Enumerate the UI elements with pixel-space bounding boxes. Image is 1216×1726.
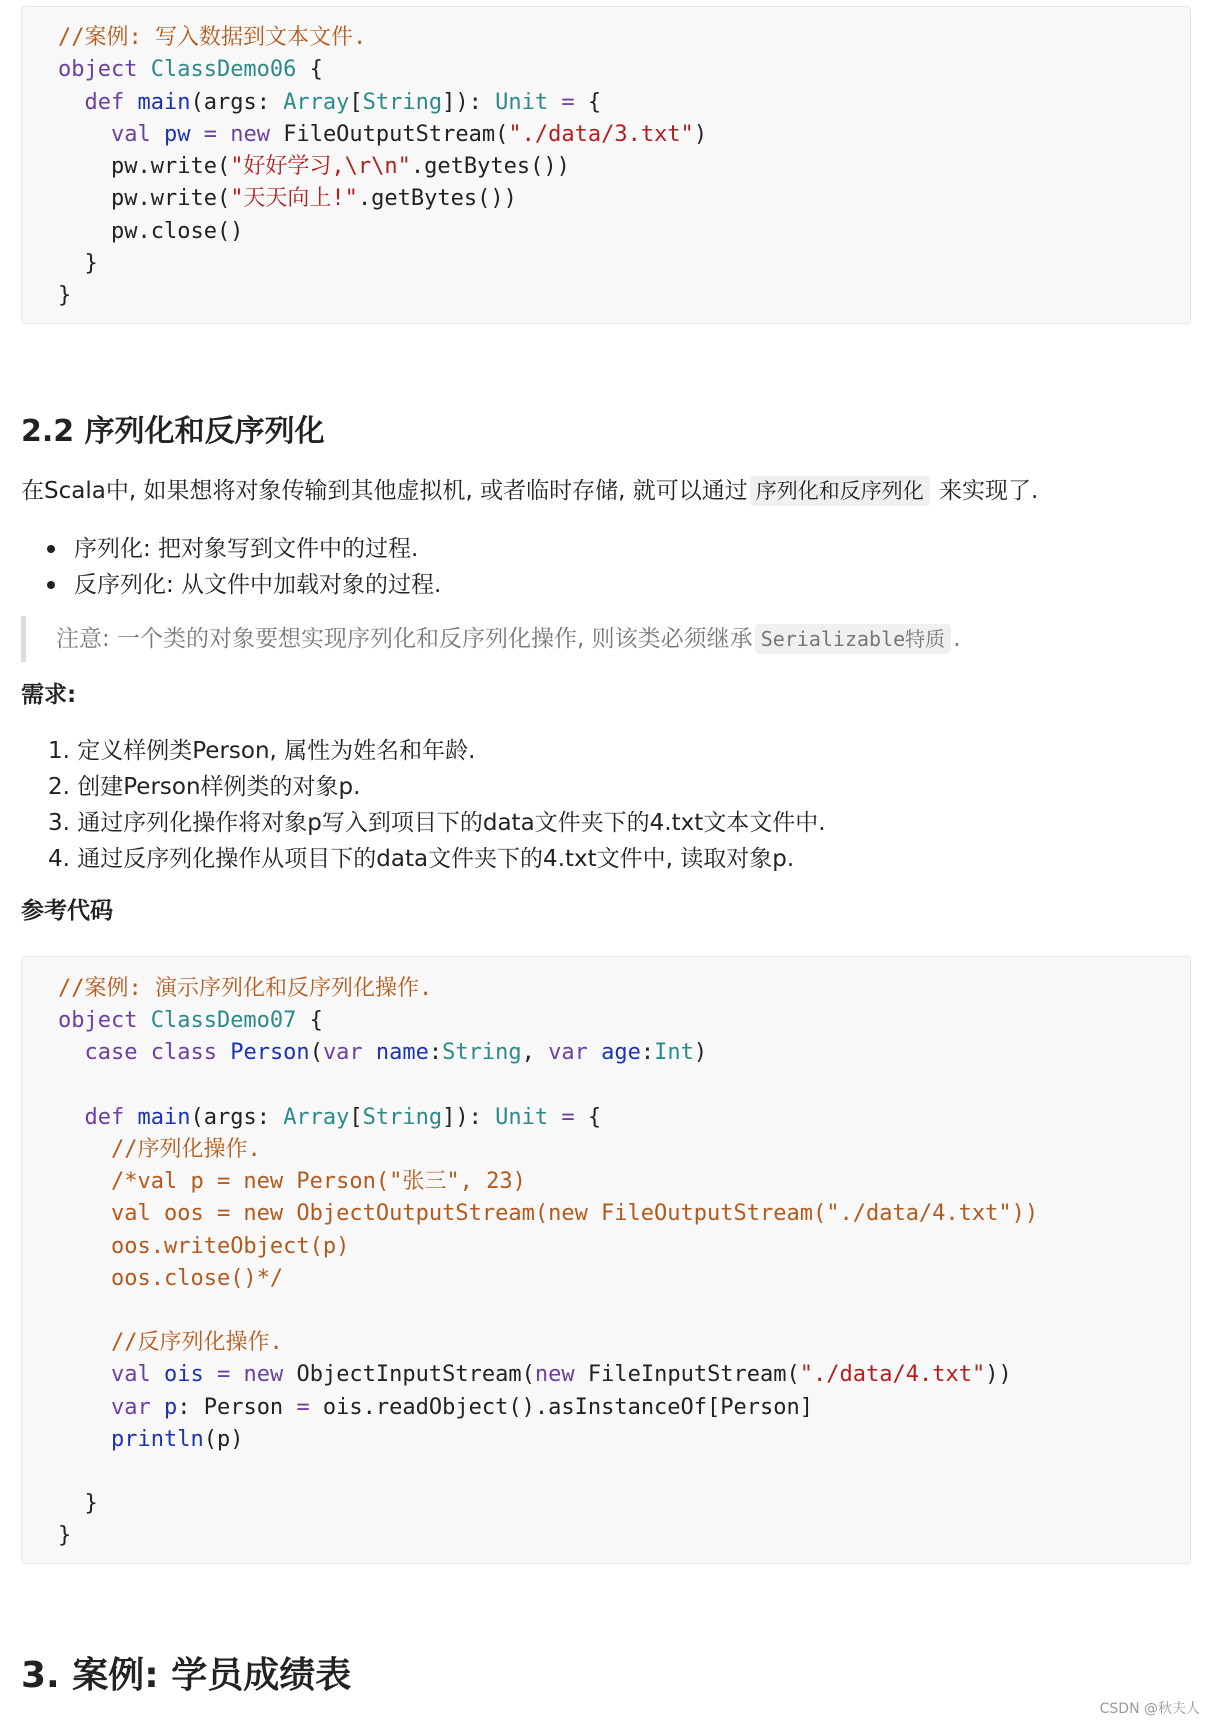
code-line [58,87,601,119]
code-token: { [574,1105,602,1130]
code-line [58,1424,243,1456]
code-token: main [137,90,191,115]
code-token [58,1105,85,1130]
code-token [58,1169,111,1194]
code-token: String [442,1040,522,1065]
watermark: CSDN @秋夫人 [1099,1701,1200,1717]
code-token: ) [693,1040,708,1065]
code-token: new [534,1362,588,1387]
code-line [58,119,707,151]
code-token: ClassDemo07 [150,1008,297,1033]
code-token: //案例: 写入数据到文本文件. [58,25,367,50]
code-line [58,1198,1038,1230]
code-line [58,1263,283,1295]
code-token: "./data/3.txt" [508,122,694,147]
code-token [58,1040,85,1065]
code-token: = [203,1362,244,1387]
code-token: var [322,1040,376,1065]
requirement-list [48,733,826,877]
code-token: ois [163,1362,204,1387]
code-token: //案例: 演示序列化和反序列化操作. [58,976,433,1001]
code-token: var [110,1395,164,1420]
code-token: : [640,1040,655,1065]
code-token: def [84,1105,138,1130]
definition-list [44,531,441,603]
code-token [58,1266,111,1291]
code-token: object [58,57,151,82]
code-token: : Person [177,1395,297,1420]
list-item [44,567,441,603]
code-token: "天天向上!" [230,186,358,211]
code-token: oos.writeObject(p) [110,1234,350,1259]
code-line [58,973,432,1005]
code-token: ois.readObject().asInstanceOf[Person] [309,1395,814,1420]
code-line [58,1359,1012,1391]
code-token: = [296,1395,310,1420]
code-token: new [243,1362,297,1387]
code-token: pw [163,122,191,147]
list-item-text: 反序列化: 从文件中加载对象的过程. [74,572,442,598]
bullet-icon [47,581,55,589]
reference-code-title: 参考代码 [21,898,113,924]
code-line [58,22,366,54]
code-token: FileInputStream( [587,1362,800,1387]
code-token: FileOutputStream( [283,122,509,147]
code-token: p [163,1395,178,1420]
code-line [58,1037,707,1069]
code-token [58,122,111,147]
code-line [58,1520,71,1552]
intro-text-end: 来实现了. [931,478,1039,504]
note-text-start: 注意: 一个类的对象要想实现序列化和反序列化操作, 则该类必须继承 [56,626,753,652]
code-token: object [58,1008,151,1033]
code-block-file-write [21,6,1191,324]
code-token: .getBytes()) [357,186,517,211]
code-token: ClassDemo06 [150,57,297,82]
code-line [58,183,517,215]
code-line [58,1102,601,1134]
code-line [58,1392,813,1424]
code-token: = [548,1105,575,1130]
code-token: } [58,1523,72,1548]
code-token: main [137,1105,191,1130]
list-item: 2. 创建Person样例类的对象p. [48,774,361,800]
code-token: ]): [442,1105,496,1130]
code-token: //序列化操作. [110,1137,261,1162]
code-line [58,151,570,183]
code-token [58,1395,111,1420]
code-token: pw.write( [58,154,231,179]
code-token: pw.close() [58,219,244,244]
section-heading-score-table: 3. 案例: 学员成绩表 [21,1655,352,1696]
list-item: 3. 通过序列化操作将对象p写入到项目下的data文件夹下的4.txt文本文件中. [48,810,826,836]
code-line [58,1327,283,1359]
code-token: "好好学习,\r\n" [230,154,411,179]
code-line [58,216,243,248]
code-token: , [521,1040,549,1065]
code-token: .getBytes()) [410,154,570,179]
code-token: //反序列化操作. [110,1330,283,1355]
code-token: ) [693,122,708,147]
code-token: [ [349,90,363,115]
code-line [58,54,323,86]
code-line [58,1231,349,1263]
inline-code-serializable: Serializable特质 [755,624,952,654]
code-token: ]): [442,90,496,115]
code-token: [ [349,1105,363,1130]
code-line [58,1488,98,1520]
code-token: pw.write( [58,186,231,211]
code-token: { [574,90,602,115]
code-token: String [362,1105,443,1130]
code-token: { [296,1008,323,1033]
code-line [58,1166,526,1198]
code-token: } [58,283,72,308]
code-line [58,1134,261,1166]
code-token [58,1330,111,1355]
code-token: = [548,90,575,115]
code-token: val oos = new ObjectOutputStream(new FileOutputStream("./data/4.txt")) [110,1201,1039,1226]
code-token: ObjectInputStream( [296,1362,535,1387]
code-token: Person [230,1040,310,1065]
code-token: case class [84,1040,231,1065]
inline-code-serialization: 序列化和反序列化 [750,476,930,506]
code-token [58,90,85,115]
list-item: 1. 定义样例类Person, 属性为姓名和年龄. [48,738,476,764]
list-item: 4. 通过反序列化操作从项目下的data文件夹下的4.txt文件中, 读取对象p. [48,846,795,872]
code-token: : [428,1040,443,1065]
code-token: = [190,122,231,147]
code-token: Int [654,1040,694,1065]
code-token: new [230,122,284,147]
list-item-text: 序列化: 把对象写到文件中的过程. [74,536,419,562]
code-token: ( [309,1040,323,1065]
code-token: (args: [190,90,284,115]
code-token: age [601,1040,641,1065]
code-token: println [110,1427,204,1452]
code-token [58,1362,111,1387]
code-token: )) [985,1362,1012,1387]
code-token [58,1201,111,1226]
list-item [44,531,441,567]
code-token: /*val p = new Person("张三", 23) [110,1169,526,1194]
intro-text: 在Scala中, 如果想将对象传输到其他虚拟机, 或者临时存储, 就可以通过 [21,478,748,504]
code-token [58,1427,111,1452]
intro-paragraph [21,474,1038,508]
code-token [58,1234,111,1259]
code-token: val [110,1362,164,1387]
code-token: def [84,90,138,115]
requirement-title: 需求: [21,682,77,708]
bullet-icon [47,545,55,553]
section-heading-serialization: 2.2 序列化和反序列化 [21,414,325,449]
note-text-end: . [953,626,961,652]
code-token: Array [283,1105,350,1130]
code-token: oos.close()*/ [110,1266,284,1291]
note-blockquote [21,616,1191,662]
code-token: { [296,57,323,82]
code-token: } [58,1491,98,1516]
code-token: Unit [495,1105,549,1130]
code-block-serialization-demo [21,956,1191,1564]
code-token: val [110,122,164,147]
code-token: Unit [495,90,549,115]
code-token: } [58,251,98,276]
code-token: "./data/4.txt" [799,1362,986,1387]
code-token: (p) [203,1427,244,1452]
note-text [56,622,961,656]
code-line [58,248,98,280]
code-token: (args: [190,1105,284,1130]
code-token [58,1137,111,1162]
code-token: Array [283,90,350,115]
code-line [58,1005,323,1037]
code-line [58,280,71,312]
code-token: var [548,1040,602,1065]
code-token: name [375,1040,429,1065]
code-token: String [362,90,443,115]
